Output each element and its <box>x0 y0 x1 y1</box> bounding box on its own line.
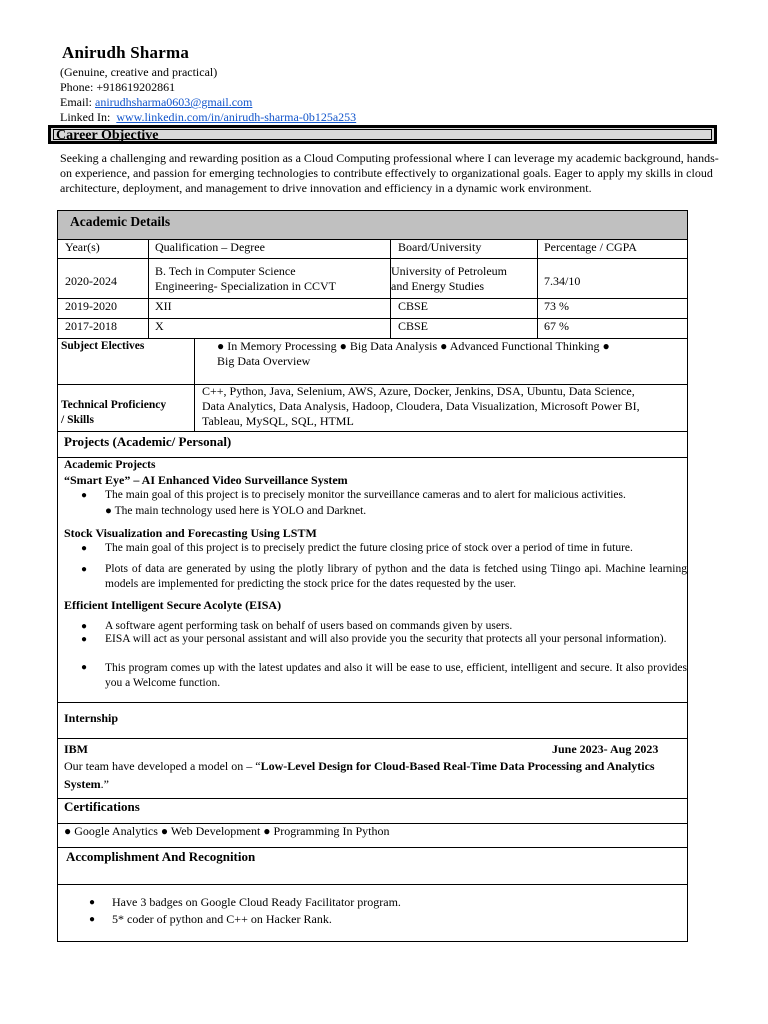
project-2-bullet-2: Plots of data are generated by using the plotly library of python and the data is fetched using Tiingo api. Machine learning models are implemented for predicting the stock price for the dates requested by the user. <box>105 563 687 590</box>
internship-text-prefix: Our team have developed a model on – “ <box>64 759 261 773</box>
projects-title: Projects (Academic/ Personal) <box>64 434 232 449</box>
accomplishment-1: Have 3 badges on Google Cloud Ready Facilitator program. <box>112 895 401 909</box>
internship-company: IBM <box>64 742 88 756</box>
electives-label: Subject Electives <box>61 340 145 352</box>
table-cell: 2020-2024 <box>65 274 117 288</box>
project-2-bullet-1: The main goal of this project is to precisely predict the future closing price of stock over a period of time in future. <box>105 542 633 554</box>
internship-dates: June 2023- Aug 2023 <box>552 742 659 756</box>
bullet-icon: ● <box>81 490 88 501</box>
linkedin-label: Linked In: <box>60 110 111 124</box>
project-1-title: “Smart Eye” – AI Enhanced Video Surveillance System <box>64 473 348 487</box>
internship-text-suffix: .” <box>100 777 109 791</box>
linkedin-line <box>60 110 356 125</box>
candidate-name: Anirudh Sharma <box>62 43 190 62</box>
electives-line-2: Big Data Overview <box>217 354 311 368</box>
linkedin-link[interactable]: www.linkedin.com/in/anirudh-sharma-0b125a253 <box>116 110 357 124</box>
col-header-percentage: Percentage / CGPA <box>544 240 637 254</box>
email-link[interactable]: anirudhsharma0603@gmail.com <box>95 95 253 109</box>
project-3-title: Efficient Intelligent Secure Acolyte (EISA) <box>64 598 282 612</box>
table-cell: 2019-2020 <box>65 299 117 313</box>
table-cell: CBSE <box>398 319 429 333</box>
accomplishments-title: Accomplishment And Recognition <box>66 849 256 864</box>
bullet-icon: ● <box>81 621 88 632</box>
table-cell: 7.34/10 <box>544 274 581 288</box>
objective-text: Seeking a challenging and rewarding position as a Cloud Computing professional where I can leverage my academic background, hands-on experience, and passion for emerging technologies to contribute effectively to organizational goals. Eager to apply my skills in cloud architecture, deployment, and management to drive innovation and efficiency in a dynamic work environment. <box>60 151 719 195</box>
phone-label: Phone: <box>60 80 94 94</box>
col-header-board: Board/University <box>398 240 482 254</box>
projects-subtitle: Academic Projects <box>64 459 156 471</box>
table-cell: 2017-2018 <box>65 319 117 333</box>
electives-line-1: ● In Memory Processing ● Big Data Analysis ● Advanced Functional Thinking ● <box>217 339 610 353</box>
table-cell: 73 % <box>544 299 569 313</box>
internship-title: Internship <box>64 711 119 725</box>
bullet-icon: ● <box>81 543 88 554</box>
tagline: (Genuine, creative and practical) <box>60 65 218 79</box>
project-3-bullet-3: This program comes up with the latest updates and also it will be ease to use, efficient, intelligent and secure. It also provides you a Welcome function. <box>105 662 687 689</box>
table-cell: CBSE <box>398 299 429 313</box>
project-1-bullet-1: The main goal of this project is to precisely monitor the surveillance cameras and to alert for malicious activities. <box>105 489 626 501</box>
project-3-bullet-2: EISA will act as your personal assistant and will also provide you the security that protects all your personal information). <box>105 633 667 645</box>
internship-project-name: Low-Level Design for Cloud-Based Real-Time Data Processing and Analytics System <box>64 759 655 791</box>
internship-description <box>64 757 664 793</box>
bullet-icon: ● <box>89 914 96 925</box>
table-cell: XII <box>155 299 172 313</box>
academic-title: Academic Details <box>70 214 171 229</box>
bullet-icon: ● <box>81 634 88 645</box>
phone-line <box>60 80 175 95</box>
table-cell: X <box>155 319 164 333</box>
skills-label: Technical Proficiency / Skills <box>61 399 167 426</box>
bullet-icon: ● <box>89 897 96 908</box>
objective-title: Career Objective <box>56 128 159 143</box>
project-1-bullet-2: ● The main technology used here is YOLO and Darknet. <box>105 505 367 517</box>
accomplishment-2: 5* coder of python and C++ on Hacker Rank. <box>112 912 332 926</box>
bullet-icon: ● <box>81 564 88 575</box>
skills-line-1: C++, Python, Java, Selenium, AWS, Azure, Docker, Jenkins, DSA, Ubuntu, Data Science, <box>202 384 635 398</box>
certifications-title: Certifications <box>64 799 140 814</box>
table-cell: B. Tech in Computer Science Engineering- Specialization in CCVT <box>155 264 336 293</box>
col-header-year: Year(s) <box>65 240 100 254</box>
email-line <box>60 95 252 110</box>
skills-line-2: Data Analytics, Data Analysis, Hadoop, Cloudera, Data Visualization, Microsoft Power BI, <box>202 399 640 413</box>
phone-value: +918619202861 <box>96 80 176 94</box>
bullet-icon: ● <box>81 662 88 673</box>
table-cell: 67 % <box>544 319 569 333</box>
skills-line-3: Tableau, MySQL, SQL, HTML <box>202 414 354 428</box>
email-label: Email: <box>60 95 92 109</box>
certifications-list: ● Google Analytics ● Web Development ● Programming In Python <box>64 824 390 838</box>
table-cell: University of Petroleum and Energy Studies <box>391 264 507 293</box>
col-header-qualification: Qualification – Degree <box>155 240 265 254</box>
project-3-bullet-1: A software agent performing task on behalf of users based on commands given by users. <box>105 620 513 632</box>
project-2-title: Stock Visualization and Forecasting Using LSTM <box>64 526 317 540</box>
